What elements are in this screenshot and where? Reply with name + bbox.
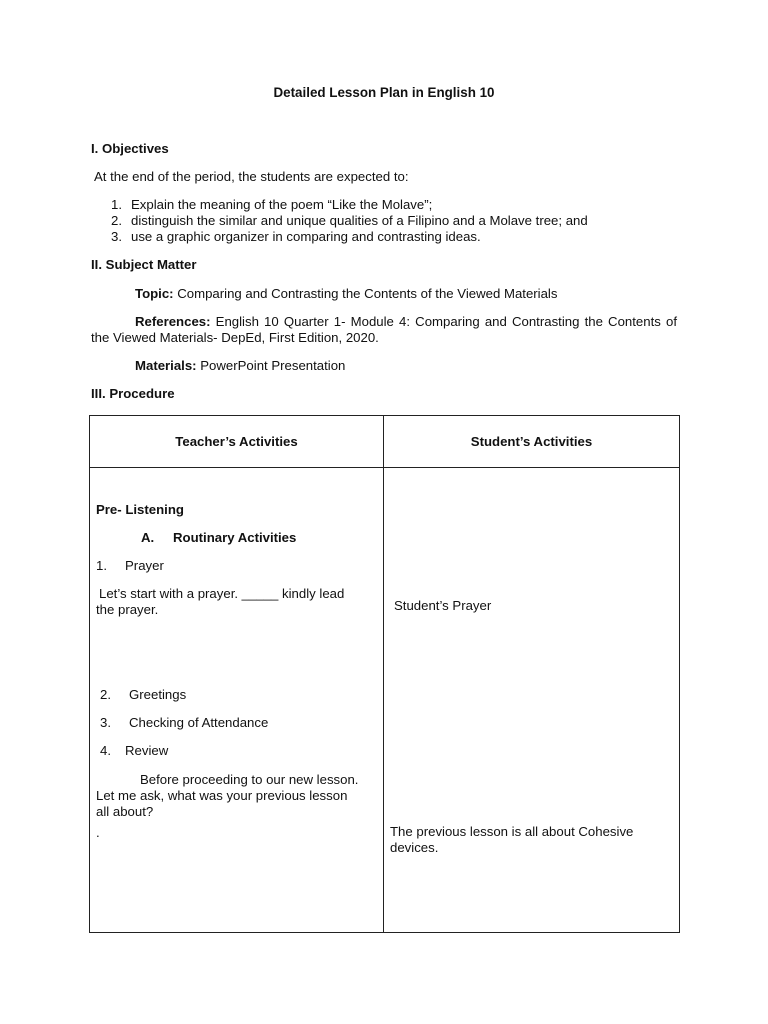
- document-title: Detailed Lesson Plan in English 10: [273, 85, 495, 100]
- topic-line: [135, 286, 557, 301]
- prayer-instruction: Let’s start with a prayer. _____ kindly lead the prayer.: [96, 586, 345, 617]
- procedure-heading: III. Procedure: [91, 386, 175, 401]
- greetings-label: Greetings: [129, 687, 187, 702]
- routinary-label: Routinary Activities: [173, 530, 297, 545]
- objective-item: [111, 229, 481, 244]
- materials-label: Materials:: [135, 358, 197, 373]
- procedure-table: [89, 415, 680, 933]
- objective-text: Explain the meaning of the poem “Like the Molave”;: [131, 197, 433, 212]
- prayer-item: [96, 558, 164, 574]
- greetings-item: [100, 687, 186, 703]
- objective-item: [111, 213, 588, 228]
- materials-value: PowerPoint Presentation: [200, 358, 346, 373]
- topic-value: Comparing and Contrasting the Contents of the Viewed Materials: [177, 286, 558, 301]
- topic-label: Topic:: [135, 286, 174, 301]
- routinary-heading: [141, 530, 296, 546]
- procedure-body-row: [90, 468, 680, 933]
- objective-number: 1.: [111, 197, 122, 212]
- prayer-number: 1.: [96, 558, 107, 573]
- objectives-heading: I. Objectives: [91, 141, 169, 156]
- objectives-intro: At the end of the period, the students are expected to:: [94, 169, 409, 184]
- objective-text: use a graphic organizer in comparing and contrasting ideas.: [131, 229, 481, 244]
- pre-listening-heading: Pre- Listening: [96, 502, 184, 517]
- stray-period: .: [96, 825, 100, 840]
- teacher-activities-cell: [90, 468, 384, 933]
- objective-number: 3.: [111, 229, 122, 244]
- subject-matter-heading: II. Subject Matter: [91, 257, 197, 272]
- materials-line: [135, 358, 345, 373]
- attendance-number: 3.: [100, 715, 111, 730]
- greetings-number: 2.: [100, 687, 111, 702]
- student-review-answer: The previous lesson is all about Cohesive devices.: [390, 824, 634, 855]
- teacher-activities-header: Teacher’s Activities: [90, 416, 384, 468]
- references-value: English 10 Quarter 1- Module 4: Comparing and Contrasting the Contents of the Viewed Materials- DepEd, First Edition, 2020.: [91, 314, 677, 345]
- routinary-letter: A.: [141, 530, 155, 545]
- objective-number: 2.: [111, 213, 122, 228]
- attendance-label: Checking of Attendance: [129, 715, 269, 730]
- references-label: References:: [135, 314, 211, 329]
- references-paragraph: [91, 314, 677, 346]
- objective-item: [111, 197, 432, 212]
- procedure-header-row: [90, 416, 680, 468]
- review-number: 4.: [100, 743, 111, 758]
- attendance-item: [100, 715, 268, 731]
- objective-text: distinguish the similar and unique qualities of a Filipino and a Molave tree; and: [131, 213, 588, 228]
- prayer-label: Prayer: [125, 558, 164, 573]
- student-activities-header: Student’s Activities: [384, 416, 680, 468]
- review-question: Before proceeding to our new lesson. Let me ask, what was your previous lesson all about?: [96, 772, 359, 819]
- review-label: Review: [125, 743, 169, 758]
- student-prayer: Student’s Prayer: [394, 598, 492, 613]
- review-item: [100, 743, 168, 759]
- student-activities-cell: [384, 468, 680, 933]
